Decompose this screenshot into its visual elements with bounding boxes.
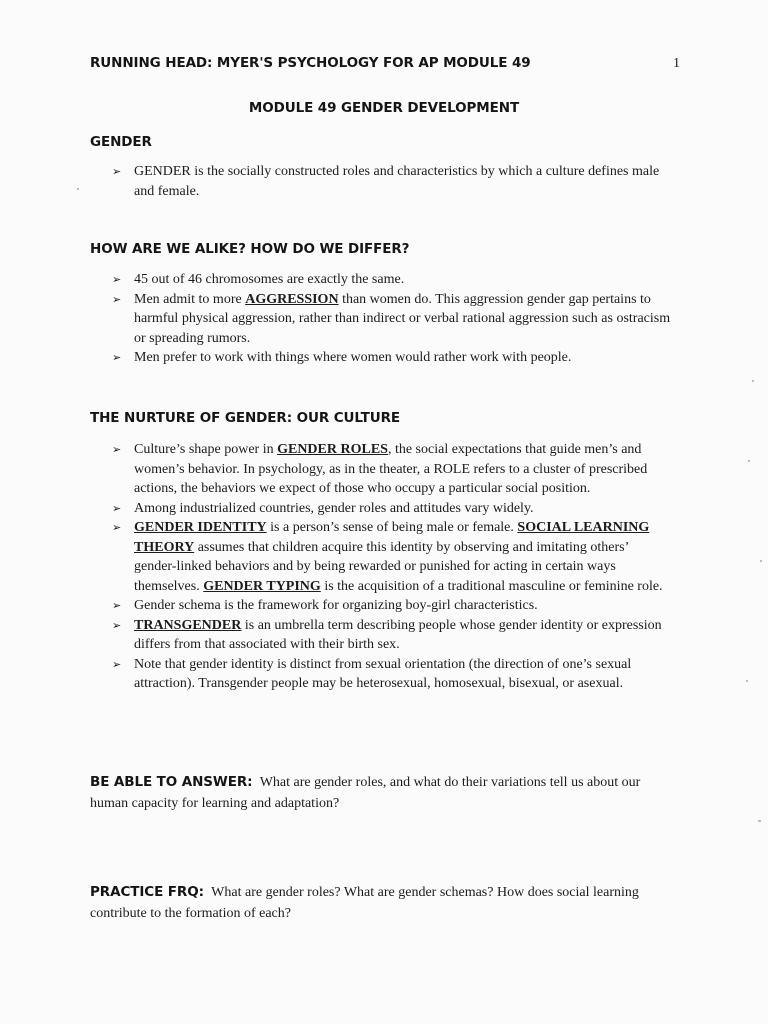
arrow-bullet-icon: ➢	[112, 443, 122, 456]
scan-speck	[77, 188, 79, 190]
practice-frq	[90, 882, 680, 924]
arrow-bullet-icon: ➢	[112, 501, 122, 515]
bullet-text: Men prefer to work with things where women would rather work with people.	[134, 350, 572, 365]
arrow-bullet-icon: ➢	[112, 521, 122, 534]
bullet-item	[112, 596, 672, 616]
bullet-list-gender	[112, 162, 672, 201]
bullet-text: is an umbrella term describing people whose gender identity or expression differs from that associated with their birth sex.	[134, 617, 662, 652]
page-title: MODULE 49 GENDER DEVELOPMENT	[248, 100, 520, 116]
bullet-item	[112, 290, 672, 349]
bullet-list-nurture	[112, 440, 672, 694]
be-able-to-answer	[90, 772, 680, 814]
key-term: GENDER TYPING	[203, 578, 321, 594]
scan-speck	[760, 560, 762, 562]
bullet-text: Among industrialized countries, gender roles and attitudes vary widely.	[134, 500, 534, 516]
bullet-text: Men admit to more	[134, 291, 246, 307]
key-term: GENDER IDENTITY	[134, 520, 267, 535]
bullet-list-alike	[112, 270, 672, 368]
arrow-bullet-icon: ➢	[112, 292, 122, 306]
bullet-text: than women do. This aggression gender gap pertains to harmful physical aggression, rather than indirect or verbal rational aggression such as ostracism or spreading rumors.	[134, 291, 671, 346]
arrow-bullet-icon: ➢	[112, 351, 122, 364]
bullet-text: is the acquisition of a traditional masculine or feminine role.	[320, 578, 663, 594]
key-term: TRANSGENDER	[134, 617, 242, 633]
bullet-text: Culture’s shape power in	[134, 442, 278, 457]
be-able-question: What are gender roles, and what do their variations tell us about our human capacity for learning and adaptation?	[90, 775, 641, 811]
arrow-bullet-icon: ➢	[112, 599, 122, 612]
bullet-item	[112, 162, 672, 201]
arrow-bullet-icon: ➢	[112, 273, 122, 286]
scan-speck	[758, 820, 761, 822]
page-number: 1	[673, 56, 680, 71]
bullet-text: Note that gender identity is distinct from sexual orientation (the direction of one’s sexual attraction). Transgender people may be heterosexual, homosexual, bisexual, or asexual.	[134, 656, 632, 691]
be-able-label: BE ABLE TO ANSWER:	[90, 774, 253, 790]
frq-question: What are gender roles? What are gender schemas? How does social learning contribute to the formation of each?	[90, 885, 639, 921]
bullet-text: 45 out of 46 chromosomes are exactly the same.	[134, 272, 405, 287]
section-heading-nurture: THE NURTURE OF GENDER: OUR CULTURE	[90, 410, 401, 426]
bullet-text: is a person’s sense of being male or female.	[266, 520, 518, 535]
bullet-text: assumes that children acquire this identity by observing and imitating others’ gender-linked behaviors and by being rewarded or punished for acting in certain ways themselves.	[134, 539, 629, 594]
bullet-item	[112, 499, 672, 519]
bullet-text: GENDER is the socially constructed roles and characteristics by which a culture defines male and female.	[134, 164, 660, 199]
bullet-item	[112, 655, 672, 694]
bullet-text: , the social expectations that guide men’s and women’s behavior. In psychology, as in the theater, a ROLE refers to a cluster of prescribed actions, the behaviors we expect of those who occupy a particular social position.	[134, 442, 648, 496]
key-term: GENDER ROLES	[277, 442, 388, 457]
section-heading-gender: GENDER	[90, 134, 152, 150]
bullet-item	[112, 270, 672, 290]
key-term: AGGRESSION	[245, 291, 339, 307]
key-term: SOCIAL LEARNING THEORY	[134, 520, 650, 555]
frq-label: PRACTICE FRQ:	[90, 884, 204, 900]
bullet-text: Gender schema is the framework for organizing boy-girl characteristics.	[134, 598, 538, 613]
bullet-item	[112, 518, 672, 596]
bullet-item	[112, 348, 672, 368]
arrow-bullet-icon: ➢	[112, 165, 122, 178]
bullet-item	[112, 440, 672, 499]
scan-speck	[748, 460, 750, 462]
section-heading-alike: HOW ARE WE ALIKE? HOW DO WE DIFFER?	[90, 241, 410, 257]
running-head-text: RUNNING HEAD: MYER'S PSYCHOLOGY FOR AP MODULE 49	[90, 55, 531, 71]
arrow-bullet-icon: ➢	[112, 618, 122, 632]
running-head	[90, 55, 680, 72]
scan-speck	[752, 380, 754, 382]
bullet-item	[112, 616, 672, 655]
arrow-bullet-icon: ➢	[112, 657, 122, 671]
scan-speck	[746, 680, 748, 682]
